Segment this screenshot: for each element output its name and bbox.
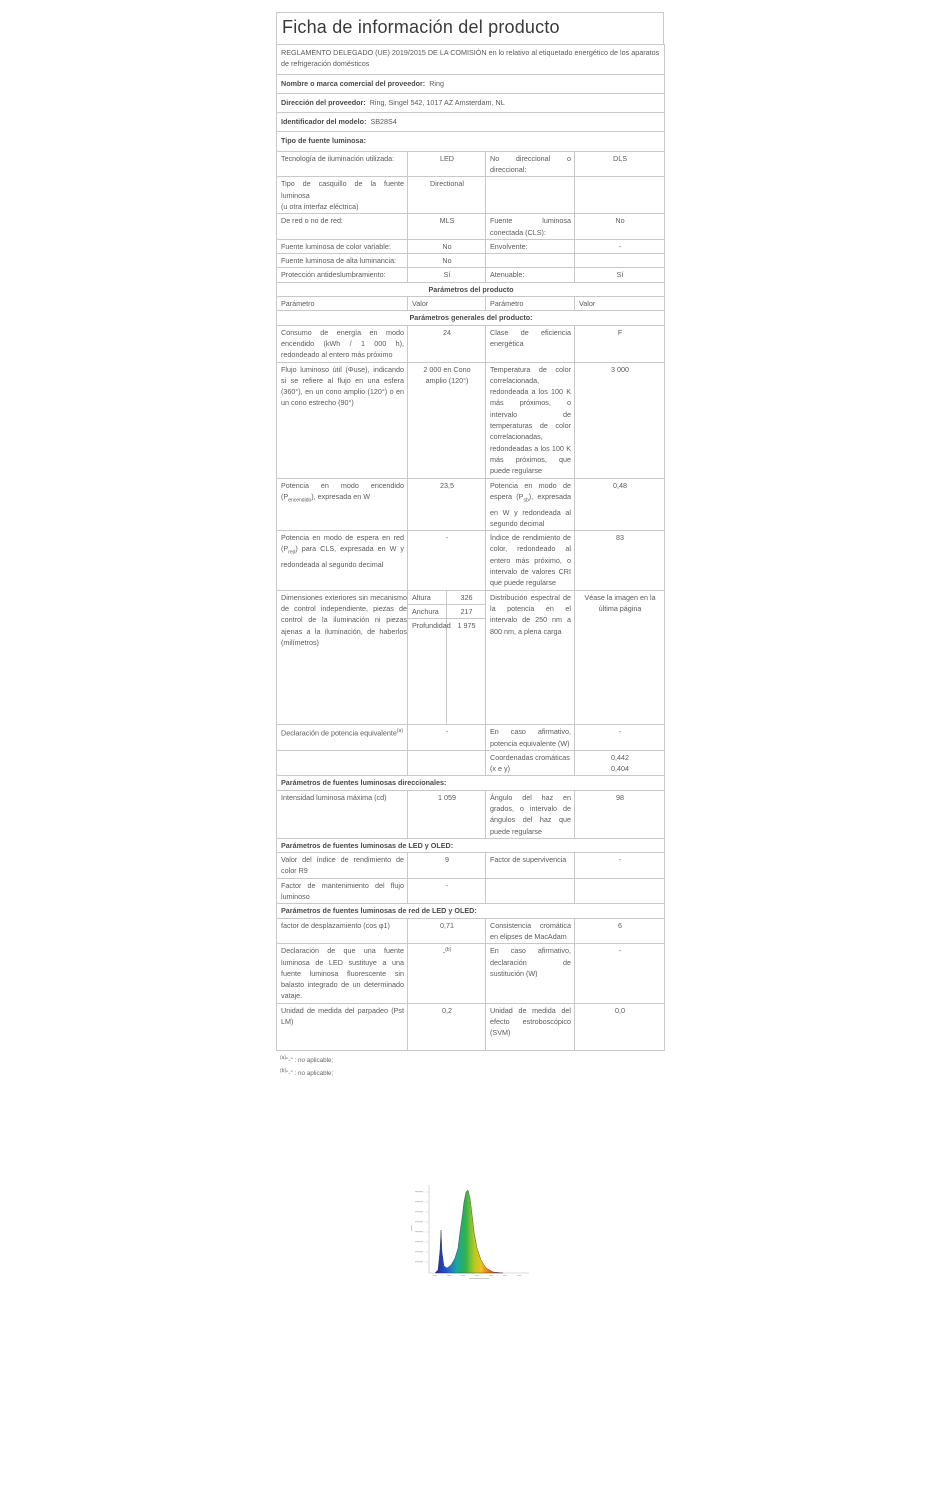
general-row bbox=[277, 478, 665, 531]
address-cell bbox=[277, 93, 665, 112]
spectrum-svg bbox=[411, 1180, 533, 1280]
param-value: LED bbox=[408, 151, 486, 177]
product-params-heading: Parámetros del producto bbox=[277, 282, 665, 296]
param-value: - bbox=[575, 239, 665, 253]
param-label-part: ), expresada en W y redondeada al segundo decimal bbox=[490, 491, 571, 528]
sheet-title: Ficha de información del producto bbox=[276, 12, 664, 44]
param-label: Temperatura de color correlacionada, redondeada a los 100 K más próximos, o intervalo de temperaturas de color correlacionadas, redondeadas a los 100 K más próximos, que puede regularse bbox=[486, 362, 575, 478]
section-header-row bbox=[277, 282, 665, 296]
param-label bbox=[277, 478, 408, 531]
footnote-text: "-" : no aplicable; bbox=[286, 1070, 334, 1078]
dimension-name: Altura bbox=[408, 591, 447, 605]
param-label: Tecnología de iluminación utilizada: bbox=[277, 151, 408, 177]
led-mains-row bbox=[277, 944, 665, 1003]
param-value: - bbox=[575, 725, 665, 751]
param-value bbox=[575, 750, 665, 776]
param-label: Consumo de energía en modo encendido (kWh / 1 000 h), redondeado al entero más próximo bbox=[277, 325, 408, 362]
directional-params-heading: Parámetros de fuentes luminosas direccionales: bbox=[277, 776, 665, 790]
led-params-heading: Parámetros de fuentes luminosas de LED y OLED: bbox=[277, 838, 665, 852]
value-text: - bbox=[442, 947, 446, 957]
param-value: No bbox=[575, 214, 665, 240]
param-label: En caso afirmativo, potencia equivalente (W) bbox=[486, 725, 575, 751]
param-value: 0,2 bbox=[408, 1003, 486, 1050]
param-value: 23,5 bbox=[408, 478, 486, 531]
footnote bbox=[280, 1053, 660, 1067]
param-value: 9 bbox=[408, 853, 486, 879]
param-value: Sí bbox=[408, 268, 486, 282]
section-header-row bbox=[277, 838, 665, 852]
footnotes bbox=[276, 1051, 664, 1082]
dimension-value: 1 975 bbox=[447, 619, 486, 725]
param-value: MLS bbox=[408, 214, 486, 240]
param-label: Flujo luminoso útil (Φuse), indicando si se refiere al flujo en una esfera (360°), en un cono amplio (120°) o en un cono estrecho (90°) bbox=[277, 362, 408, 478]
param-label: De red o no de red: bbox=[277, 214, 408, 240]
supplier-cell bbox=[277, 74, 665, 93]
param-label: Ángulo del haz en grados, o intervalo de ángulos del haz que puede regularse bbox=[486, 790, 575, 838]
param-label-subscript: red bbox=[288, 549, 296, 556]
param-label-part: Potencia en modo de espera (P bbox=[490, 480, 571, 501]
tech-row bbox=[277, 254, 665, 268]
param-value bbox=[575, 878, 665, 904]
param-value: Sí bbox=[575, 268, 665, 282]
param-label: Atenuable: bbox=[486, 268, 575, 282]
led-mains-row bbox=[277, 1003, 665, 1050]
param-label: Envolvente: bbox=[486, 239, 575, 253]
tech-row bbox=[277, 214, 665, 240]
param-label: Unidad de medida del efecto estroboscópico (SVM) bbox=[486, 1003, 575, 1050]
param-label-part: ) para CLS, expresada en W y redondeada al segundo decimal bbox=[281, 544, 404, 570]
param-value: - bbox=[408, 878, 486, 904]
param-label bbox=[486, 878, 575, 904]
param-label bbox=[277, 177, 408, 214]
param-value: 2 000 en Cono amplio (120°) bbox=[408, 362, 486, 478]
param-value: - bbox=[408, 531, 486, 590]
param-label bbox=[486, 254, 575, 268]
model-row bbox=[277, 113, 665, 132]
column-header-value: Valor bbox=[575, 297, 665, 311]
dimension-value: 326 bbox=[447, 591, 486, 605]
general-row bbox=[277, 325, 665, 362]
param-label: Intensidad luminosa máxima (cd) bbox=[277, 790, 408, 838]
directional-row bbox=[277, 790, 665, 838]
column-header-value: Valor bbox=[408, 297, 486, 311]
section-header-row bbox=[277, 311, 665, 325]
param-label-sub: (u otra interfaz eléctrica) bbox=[281, 201, 359, 211]
column-header-param: Parámetro bbox=[486, 297, 575, 311]
dimensions-values bbox=[408, 590, 486, 725]
spectrum-curve bbox=[435, 1190, 503, 1273]
param-value: 0,0 bbox=[575, 1003, 665, 1050]
param-label: Distribución espectral de la potencia en el intervalo de 250 nm a 800 nm, a plena carga bbox=[486, 590, 575, 725]
model-label: Identificador del modelo: bbox=[281, 117, 367, 127]
led-mains-params-heading: Parámetros de fuentes luminosas de red de LED y OLED: bbox=[277, 904, 665, 918]
empty-cell bbox=[277, 750, 408, 776]
param-value: 0,48 bbox=[575, 478, 665, 531]
chroma-x: 0,442 bbox=[611, 752, 630, 762]
param-label: Protección antideslumbramiento: bbox=[277, 268, 408, 282]
param-label bbox=[277, 531, 408, 590]
product-information-sheet bbox=[276, 12, 664, 1082]
general-params-heading: Parámetros generales del producto: bbox=[277, 311, 665, 325]
param-label-part: Potencia en modo encendido (P bbox=[281, 480, 404, 501]
param-label: En caso afirmativo, declaración de sustitución (W) bbox=[486, 944, 575, 1003]
param-value: DLS bbox=[575, 151, 665, 177]
param-label bbox=[486, 478, 575, 531]
empty-cell bbox=[408, 750, 486, 776]
tech-row bbox=[277, 177, 665, 214]
tech-row bbox=[277, 151, 665, 177]
param-label-main: Tipo de casquillo de la fuente luminosa bbox=[281, 179, 404, 200]
chroma-row bbox=[277, 750, 665, 776]
led-row bbox=[277, 853, 665, 879]
param-value: 98 bbox=[575, 790, 665, 838]
general-row bbox=[277, 362, 665, 478]
param-value: 1 059 bbox=[408, 790, 486, 838]
param-label: Unidad de medida del parpadeo (Pst LM) bbox=[277, 1003, 408, 1050]
spectral-distribution-graph-icon bbox=[411, 1180, 533, 1280]
address-value: Ring, Singel 542, 1017 AZ Amsterdam, NL bbox=[369, 97, 505, 107]
param-value: 6 bbox=[575, 918, 665, 944]
footnote-mark: (b) bbox=[280, 1068, 287, 1075]
led-row bbox=[277, 878, 665, 904]
param-label bbox=[277, 725, 408, 751]
param-label: Fuente luminosa de alta luminancia: bbox=[277, 254, 408, 268]
footnote-mark: (a) bbox=[280, 1054, 287, 1061]
led-mains-row bbox=[277, 918, 665, 944]
param-value: - bbox=[575, 853, 665, 879]
param-value: - bbox=[575, 944, 665, 1003]
light-source-type-heading: Tipo de fuente luminosa: bbox=[277, 132, 665, 151]
address-label: Dirección del proveedor: bbox=[281, 97, 366, 107]
param-label: Fuente luminosa conectada (CLS): bbox=[486, 214, 575, 240]
chroma-y: 0,404 bbox=[611, 764, 630, 774]
param-label: factor de desplazamiento (cos φ1) bbox=[277, 918, 408, 944]
regulation-strong: REGLAMENTO DELEGADO (UE) 2019/2015 DE LA COMISIÓN bbox=[281, 48, 487, 57]
param-label: No direccional o direccional: bbox=[486, 151, 575, 177]
address-row bbox=[277, 93, 665, 112]
param-label: Factor de supervivencia bbox=[486, 853, 575, 879]
section-header-row bbox=[277, 776, 665, 790]
param-value: F bbox=[575, 325, 665, 362]
param-label: Consistencia cromática en elipses de MacAdam bbox=[486, 918, 575, 944]
dimension-value: 217 bbox=[447, 604, 486, 618]
footnote-mark: (b) bbox=[445, 947, 452, 954]
model-cell bbox=[277, 113, 665, 132]
param-label-subscript: encendido bbox=[288, 497, 312, 504]
param-value: No bbox=[408, 239, 486, 253]
dimension-name: Profundidad bbox=[408, 619, 447, 725]
param-label: Declaración de que una fuente luminosa de LED sustituye a una fuente luminosa fluorescente sin balasto integrado de un determinado vataje. bbox=[277, 944, 408, 1003]
tech-row bbox=[277, 239, 665, 253]
param-label bbox=[486, 177, 575, 214]
param-value: 0,71 bbox=[408, 918, 486, 944]
regulation-text bbox=[277, 45, 665, 75]
column-header-param: Parámetro bbox=[277, 297, 408, 311]
dimension-name: Anchura bbox=[408, 604, 447, 618]
param-label: Valor del índice de rendimiento de color R9 bbox=[277, 853, 408, 879]
param-value: 3 000 bbox=[575, 362, 665, 478]
param-label-part: ), expresada en W bbox=[311, 491, 370, 501]
supplier-row bbox=[277, 74, 665, 93]
regulation-row bbox=[277, 45, 665, 75]
dimensions-label: Dimensiones exteriores sin mecanismo de control independiente, piezas de control de la iluminación ni piezas ajenas a la iluminación, de haberlos (milímetros) bbox=[277, 590, 408, 725]
tech-row bbox=[277, 268, 665, 282]
general-row bbox=[277, 531, 665, 590]
param-label: Fuente luminosa de color variable: bbox=[277, 239, 408, 253]
footnote-mark: (a) bbox=[396, 728, 404, 735]
section-header-row bbox=[277, 904, 665, 918]
param-value: - bbox=[408, 725, 486, 751]
supplier-label: Nombre o marca comercial del proveedor: bbox=[281, 78, 426, 88]
info-table bbox=[276, 44, 665, 1051]
param-value: No bbox=[408, 254, 486, 268]
param-value bbox=[575, 254, 665, 268]
footnote-text: "-" : no aplicable; bbox=[286, 1056, 334, 1064]
param-label-subscript: sb bbox=[523, 497, 529, 504]
param-label: Coordenadas cromáticas (x e y) bbox=[486, 750, 575, 776]
param-value: 83 bbox=[575, 531, 665, 590]
param-value: Directional bbox=[408, 177, 486, 214]
param-value bbox=[575, 177, 665, 214]
regulation-rest: en lo relativo al etiquetado energético de los aparatos de refrigeración domésticos bbox=[281, 48, 660, 69]
equivalent-row bbox=[277, 725, 665, 751]
param-label-part: Potencia en modo de espera en red (P bbox=[281, 533, 404, 554]
param-label-part: Declaración de potencia equivalente bbox=[281, 728, 397, 738]
param-value: 24 bbox=[408, 325, 486, 362]
footnote bbox=[280, 1066, 660, 1080]
param-value bbox=[408, 944, 486, 1003]
param-label: Índice de rendimiento de color, redondeado al entero más próximo, o intervalo de valores CRI que puede regularse bbox=[486, 531, 575, 590]
light-source-type-row bbox=[277, 132, 665, 151]
supplier-value: Ring bbox=[429, 78, 444, 88]
param-label: Clase de eficiencia energética bbox=[486, 325, 575, 362]
param-value: Véase la imagen en la última página bbox=[575, 590, 665, 725]
model-value: SB28S4 bbox=[370, 117, 397, 127]
param-label: Factor de mantenimiento del flujo luminoso bbox=[277, 878, 408, 904]
column-header-row bbox=[277, 297, 665, 311]
